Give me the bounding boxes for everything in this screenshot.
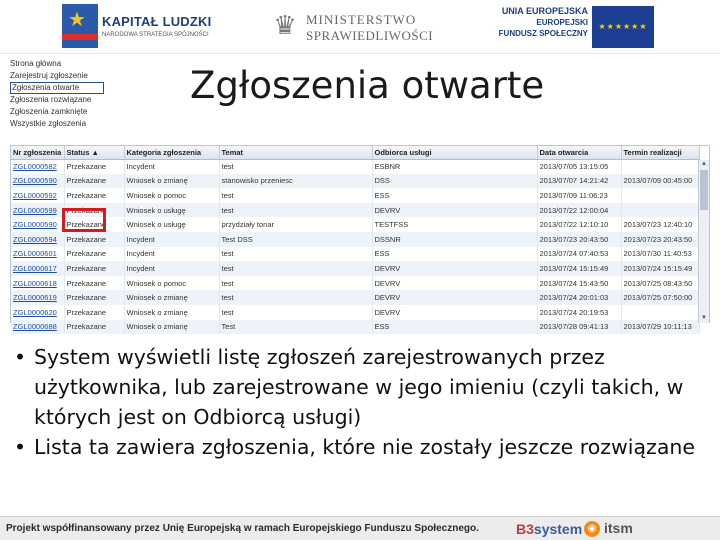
ue-line3: FUNDUSZ SPOŁECZNY	[498, 29, 588, 38]
table-header-row	[11, 146, 699, 159]
table-row[interactable]	[11, 276, 699, 291]
cell-number[interactable]: ZGL0000590	[11, 174, 64, 189]
column-header-subject[interactable]: Temat	[219, 146, 372, 159]
cell-status: Przekazane	[64, 159, 124, 174]
scrollbar-thumb[interactable]	[700, 170, 708, 210]
cell-open-date: 2013/07/07 14:21:42	[537, 174, 621, 189]
cell-number[interactable]: ZGL0000688	[11, 320, 64, 335]
cell-deadline: 2013/07/23 12:40:10	[621, 217, 699, 232]
cell-status: Przekazane	[64, 305, 124, 320]
cell-recipient: TESTFSS	[372, 217, 537, 232]
cell-status: Przekazane	[64, 174, 124, 189]
cell-deadline: 2013/07/24 15:15:49	[621, 261, 699, 276]
ministerstwo-logo	[272, 6, 432, 46]
cell-subject: przydziały tonar	[219, 217, 372, 232]
itsm-icon: ◉	[584, 521, 600, 537]
cell-category: Incydent	[124, 247, 219, 262]
cell-status: Przekazane	[64, 232, 124, 247]
cell-deadline: 2013/07/29 10:11:13	[621, 320, 699, 335]
cell-open-date: 2013/07/22 12:10:10	[537, 217, 621, 232]
cell-deadline	[621, 203, 699, 218]
cell-recipient: DEVRV	[372, 203, 537, 218]
menu-item-closed[interactable]: Zgłoszenia zamknięte	[10, 107, 88, 116]
eu-flag-icon: ★★★★★★	[592, 6, 654, 48]
cell-subject: test	[219, 203, 372, 218]
cell-recipient: ESS	[372, 247, 537, 262]
eagle-icon: ♛	[273, 10, 297, 40]
table-row[interactable]	[11, 290, 699, 305]
menu-item-open-tickets[interactable]: Zgłoszenia otwarte	[10, 82, 104, 94]
cell-status: Przekazane	[64, 320, 124, 335]
menu-item-all[interactable]: Wszystkie zgłoszenia	[10, 119, 87, 128]
cell-open-date: 2013/07/09 11:06:23	[537, 188, 621, 203]
cell-status: Przekazane	[64, 247, 124, 262]
cell-recipient: DEVRV	[372, 276, 537, 291]
menu-item-register[interactable]: Zarejestruj zgłoszenie	[10, 71, 88, 80]
cell-recipient: ESS	[372, 188, 537, 203]
cell-recipient: DSS	[372, 174, 537, 189]
cell-recipient: DSSNR	[372, 232, 537, 247]
status-highlight-box	[62, 208, 106, 232]
cell-open-date: 2013/07/24 07:40:53	[537, 247, 621, 262]
cell-number[interactable]: ZGL0000601	[11, 247, 64, 262]
table-row[interactable]	[11, 261, 699, 276]
table-row[interactable]	[11, 217, 699, 232]
cell-category: Incydent	[124, 261, 219, 276]
cell-number[interactable]: ZGL0000617	[11, 261, 64, 276]
cell-subject: test	[219, 247, 372, 262]
ministerstwo-line1: MINISTERSTWO	[306, 12, 417, 27]
cell-category: Wniosek o zmianę	[124, 174, 219, 189]
cell-category: Wniosek o zmianę	[124, 320, 219, 335]
sort-arrow-icon: ▲	[91, 147, 99, 157]
footer-text: Projekt współfinansowany przez Unię Europejską w ramach Europejskiego Funduszu Społecznego.	[6, 523, 479, 534]
cell-subject: test	[219, 290, 372, 305]
ue-line2: EUROPEJSKI	[536, 18, 588, 27]
cell-number[interactable]: ZGL0000594	[11, 232, 64, 247]
cell-number[interactable]: ZGL0000582	[11, 159, 64, 174]
logo-bar	[0, 0, 720, 54]
table-row[interactable]	[11, 305, 699, 320]
cell-open-date: 2013/07/05 13:15:05	[537, 159, 621, 174]
cell-category: Wniosek o zmianę	[124, 290, 219, 305]
cell-deadline: 2013/07/09 00:45:00	[621, 174, 699, 189]
table-row[interactable]	[11, 159, 699, 174]
ministerstwo-line2: SPRAWIEDLIWOŚCI	[306, 28, 434, 43]
menu-item-resolved[interactable]: Zgłoszenia rozwiązane	[10, 95, 92, 104]
cell-recipient: ESS	[372, 320, 537, 335]
cell-subject: test	[219, 188, 372, 203]
cell-subject: stanowisko przeniesc	[219, 174, 372, 189]
table-scrollbar[interactable]	[698, 160, 709, 323]
cell-deadline	[621, 305, 699, 320]
side-menu	[10, 58, 110, 130]
menu-item-home[interactable]: Strona główna	[10, 59, 62, 68]
cell-number[interactable]: ZGL0000619	[11, 290, 64, 305]
table-row[interactable]	[11, 203, 699, 218]
cell-open-date: 2013/07/22 12:00:04	[537, 203, 621, 218]
cell-number[interactable]: ZGL0000620	[11, 305, 64, 320]
cell-open-date: 2013/07/24 15:43:50	[537, 276, 621, 291]
column-header-category[interactable]: Kategoria zgłoszenia	[124, 146, 219, 159]
cell-category: Wniosek o pomoc	[124, 188, 219, 203]
cell-status: Przekazane	[64, 188, 124, 203]
table-row[interactable]	[11, 188, 699, 203]
kapital-ludzki-subtitle: NARODOWA STRATEGIA SPÓJNOŚCI	[102, 32, 209, 38]
cell-open-date: 2013/07/28 09:41:13	[537, 320, 621, 335]
cell-subject: test	[219, 276, 372, 291]
cell-deadline: 2013/07/30 11:40:53	[621, 247, 699, 262]
cell-deadline	[621, 159, 699, 174]
bullet-item: • Lista ta zawiera zgłoszenia, które nie zostały jeszcze rozwiązane	[14, 435, 695, 459]
cell-deadline: 2013/07/25 08:43:50	[621, 276, 699, 291]
kapital-ludzki-flag-icon: ★	[62, 4, 98, 48]
cell-subject: test	[219, 159, 372, 174]
bullet-list	[14, 342, 704, 462]
cell-number[interactable]: ZGL0000590	[11, 217, 64, 232]
cell-category: Wniosek o pomoc	[124, 276, 219, 291]
cell-status: Przekazane	[64, 290, 124, 305]
itsm-logo: itsm	[604, 520, 633, 536]
cell-category: Incydent	[124, 232, 219, 247]
cell-category: Wniosek o usługę	[124, 203, 219, 218]
cell-subject: test	[219, 305, 372, 320]
cell-number[interactable]: ZGL0000592	[11, 188, 64, 203]
cell-number[interactable]: ZGL0000599	[11, 203, 64, 218]
table-row[interactable]	[11, 320, 699, 335]
cell-open-date: 2013/07/24 15:15:49	[537, 261, 621, 276]
kapital-ludzki-logo	[62, 4, 212, 50]
cell-status: Przekazane	[64, 261, 124, 276]
kapital-ludzki-title: KAPITAŁ LUDZKI	[102, 14, 212, 29]
cell-subject: Test	[219, 320, 372, 335]
column-header-recipient[interactable]: Odbiorca usługi	[372, 146, 537, 159]
table-row[interactable]	[11, 232, 699, 247]
cell-deadline	[621, 188, 699, 203]
bullet-text: System wyświetli listę zgłoszeń zarejestrowanych przez użytkownika, lub zarejestrowane w jego imieniu (czyli takich, w których jest on Odbiorcą usługi)	[34, 345, 684, 429]
cell-subject: Test DSS	[219, 232, 372, 247]
b3system-logo: B3system	[516, 521, 583, 537]
cell-category: Wniosek o zmianę	[124, 305, 219, 320]
cell-deadline: 2013/07/25 07:50:00	[621, 290, 699, 305]
table-row[interactable]	[11, 247, 699, 262]
cell-open-date: 2013/07/24 20:19:53	[537, 305, 621, 320]
bullet-item: • System wyświetli listę zgłoszeń zarejestrowanych przez użytkownika, lub zarejestrowane w jego imieniu (czyli takich, w których jest on Odbiorcą usługi)	[14, 345, 684, 429]
tickets-table	[10, 145, 710, 332]
cell-category: Wniosek o usługę	[124, 217, 219, 232]
cell-recipient: DEVRV	[372, 305, 537, 320]
cell-subject: test	[219, 261, 372, 276]
column-header-status[interactable]: Status ▲	[64, 146, 124, 159]
cell-open-date: 2013/07/23 20:43:50	[537, 232, 621, 247]
cell-status: Przekazane	[64, 217, 124, 232]
cell-number[interactable]: ZGL0000618	[11, 276, 64, 291]
cell-category: Incydent	[124, 159, 219, 174]
cell-status: Przekazane	[64, 276, 124, 291]
scroll-down-icon[interactable]: ▼	[701, 315, 707, 321]
cell-deadline: 2013/07/23 20:43:50	[621, 232, 699, 247]
column-header-number[interactable]: Nr zgłoszenia	[11, 146, 64, 159]
column-header-open-date[interactable]: Data otwarcia	[537, 146, 621, 159]
eu-logo	[496, 4, 656, 50]
bullet-text: Lista ta zawiera zgłoszenia, które nie zostały jeszcze rozwiązane	[34, 435, 695, 459]
cell-status: Przekazane	[64, 203, 124, 218]
column-header-deadline[interactable]: Termin realizacji	[621, 146, 699, 159]
cell-recipient: ESBNR	[372, 159, 537, 174]
page-title: Zgłoszenia otwarte	[190, 64, 545, 107]
scroll-up-icon[interactable]: ▲	[701, 161, 707, 167]
footer	[0, 516, 720, 540]
cell-open-date: 2013/07/24 20:01:03	[537, 290, 621, 305]
table-row[interactable]	[11, 174, 699, 189]
cell-recipient: DEVRV	[372, 261, 537, 276]
cell-recipient: DEVRV	[372, 290, 537, 305]
ue-line1: UNIA EUROPEJSKA	[501, 6, 588, 16]
